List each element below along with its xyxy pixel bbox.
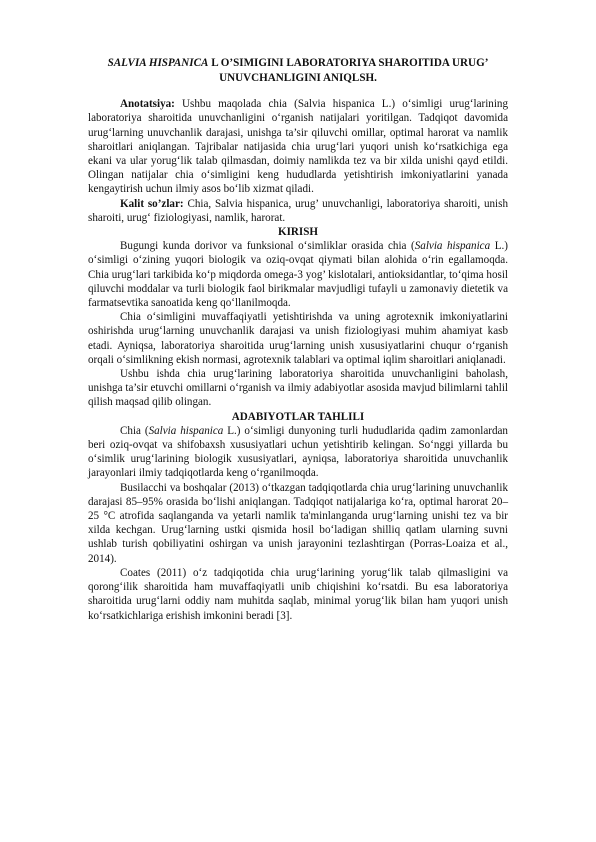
literature-paragraph-3: Coates (2011) o‘z tadqiqotida chia urug‘larining yorug‘lik talab qilmasligini va qorong‘ilik sharoitida ham muvaffaqiyatli unib chiqishini ko‘rsatdi. Bu esa laboratoriya sharoitida urug‘larni oddiy nam muhitda saqlab, minimal yorug‘lik bilan ham yuqori unish ko‘rsatkichlariga erishish imkonini beradi [3]. — [88, 566, 508, 622]
keywords-paragraph — [88, 197, 508, 225]
title-rest: L O’SIMIGINI LABORATORIYA SHAROITIDA URUG’ UNUVCHANLIGINI ANIQLSH. — [208, 57, 489, 84]
lit-p1-end: L.) o‘simligi dunyoning turli hududlarida qadim zamonlardan beri oziq-ovqat va shifobaxsh xususiyatlari uchun yetishtirib kelingan. So‘nggi yillarda bu o‘simlik urug‘larining biologik xususiyatlari, ayniqsa, laboratoriya sharoitida unuvchanlik jarayonlari ilmiy tadqiqotlarda keng o‘rganilmoqda. — [88, 424, 508, 480]
intro-p1-start: Bugungi kunda dorivor va funksional o‘simliklar orasida chia ( — [120, 240, 415, 253]
title-italic: SALVIA HISPANICA — [107, 57, 209, 69]
section-heading-literature-review: ADABIYOTLAR TAHLILI — [231, 410, 365, 423]
lit-p1-species: Salvia hispanica — [148, 424, 224, 437]
introduction-paragraph-2: Chia o‘simligini muvaffaqiyatli yetishtirishda va uning agrotexnik imkoniyatlarini oshirishda urug‘larning unuvchanlik darajasi va unish fiziologiyasi muhim ahamiyat kasb etadi. Ayniqsa, laboratoriya sharoitida urug‘larning unish xususiyatlarini chuqur o‘rganish orqali o‘simlikning ekish normasi, agrotexnik talablari va optimal iqlim sharoitlari aniqlanadi. — [88, 311, 508, 366]
abstract-label: Anotatsiya: — [120, 98, 175, 111]
paper-title — [94, 56, 502, 85]
introduction-paragraph-3: Ushbu ishda chia urug‘larining laboratoriya sharoitida unuvchanligini baholash, unishga ta’sir etuvchi omillarni o‘rganish va ilmiy adabiyotlar asosida mavjud bilimlarni tahlil qilish maqsad qilib olingan. — [88, 368, 508, 409]
abstract-paragraph — [88, 97, 508, 196]
lit-p1-start: Chia ( — [120, 424, 149, 437]
section-heading-introduction: KIRISH — [277, 226, 319, 239]
literature-paragraph-2: Busilacchi va boshqalar (2013) o‘tkazgan tadqiqotlarda chia urug‘larining unuvchanlik darajasi 85–95% orasida bo‘lishi aniqlangan. Tadqiqot natijalariga ko‘ra, optimal harorat 20–25 °C atrofida saqlanganda va yetarli namlik ta'minlanganda urug‘larning unishi tez va bir xilda kechgan. Urug‘larning ustki qismida hosil bo‘ladigan shilliq qatlam ularning suvni ushlab turish qobiliyatini oshirgan va unish jarayonini tezlashtirgan (Porras-Loaiza et al., 2014). — [88, 481, 508, 565]
intro-p1-species: Salvia hispanica — [414, 240, 491, 253]
abstract-text: Ushbu maqolada chia (Salvia hispanica L.) o‘simligi urug‘larining laboratoriya sharoitida unuvchanligini o‘rganish natijalari yoritilgan. Tadqiqot davomida urug‘larning unuvchanlik darajasi, unishga ta’sir qiluvchi omillar, optimal harorat va namlik sharoitlari aniqlangan. Tajribalar natijasida chia urug‘lari yuqori unish ko‘rsatkichiga ega ekani va ular yorug‘lik talab qilmasdan, doimiy namlikda tez va bir xilda unishi qayd etildi. Olingan natijalar chia o‘simligini keng hududlarda yetishtirish imkoniyatlarini yanada kengaytirish uchun ilmiy asos bo‘lib xizmat qiladi. — [88, 98, 508, 196]
keywords-text: Chia, Salvia hispanica, urug’ unuvchanligi, laboratoriya sharoiti, unish sharoiti, urug‘ fiziologiyasi, namlik, harorat. — [88, 197, 508, 224]
literature-paragraph-1 — [88, 424, 508, 481]
keywords-label: Kalit so’zlar: — [120, 197, 184, 210]
introduction-paragraph-1 — [88, 239, 508, 310]
intro-p1-end: L.) o‘simligi o‘zining yuqori biologik va oziq-ovqat qiymati bilan alohida o‘rin egallamoqda. Chia urug‘lari tarkibida ko‘p miqdorda omega-3 yog’ kislotalari, antioksidantlar, to‘qima hosil qiluvchi moddalar va turli biologik faol birikmalar mavjudligi tufayli u zamonaviy dietetik va farmatsevtika sanoatida keng qo‘llanilmoqda. — [88, 240, 508, 310]
document-page — [88, 56, 508, 623]
